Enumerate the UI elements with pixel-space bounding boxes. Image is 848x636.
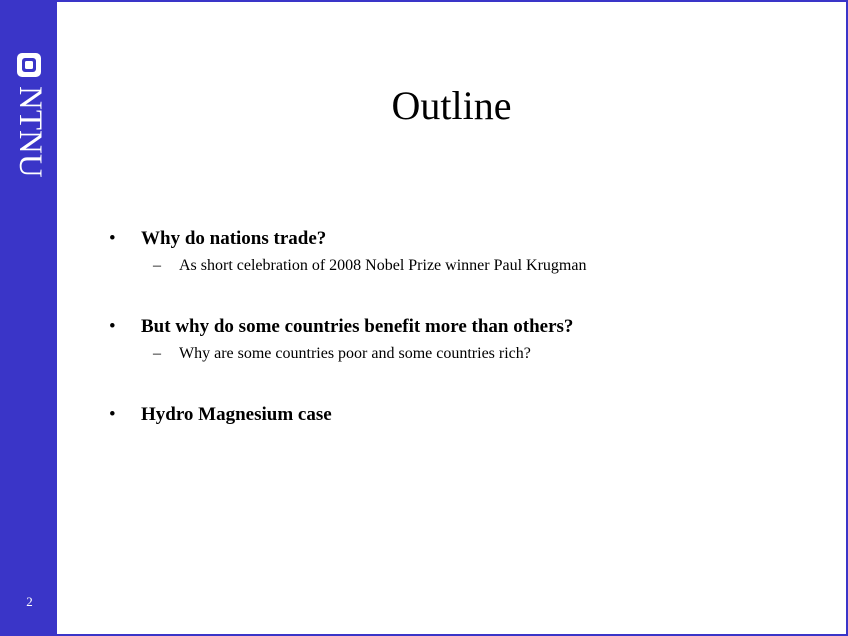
page-number: 2 <box>26 594 33 609</box>
sub-bullet-text: Why are some countries poor and some countries rich? <box>179 345 531 362</box>
bullet-item <box>107 404 807 426</box>
bullet-group <box>107 404 807 426</box>
bullet-item <box>107 316 807 338</box>
bullet-dot-icon: • <box>109 404 116 425</box>
dash-icon: – <box>153 345 161 362</box>
bullet-text: Hydro Magnesium case <box>141 404 332 425</box>
sidebar <box>2 2 57 634</box>
sub-bullet-item <box>107 344 807 364</box>
bullet-text: Why do nations trade? <box>141 228 327 249</box>
bullet-group <box>107 228 807 276</box>
slide-title: Outline <box>391 83 512 128</box>
ntnu-logo-icon <box>16 52 42 78</box>
sub-bullet-item <box>107 256 807 276</box>
bullet-dot-icon: • <box>109 316 116 337</box>
bullet-dot-icon: • <box>109 228 116 249</box>
sub-bullet-text: As short celebration of 2008 Nobel Prize winner Paul Krugman <box>179 257 587 274</box>
bullet-group <box>107 316 807 364</box>
bullet-list <box>107 228 807 426</box>
logo-text: NTNU <box>12 86 48 178</box>
bullet-item <box>107 228 807 250</box>
bullet-text: But why do some countries benefit more than others? <box>141 316 574 337</box>
dash-icon: – <box>153 257 161 274</box>
